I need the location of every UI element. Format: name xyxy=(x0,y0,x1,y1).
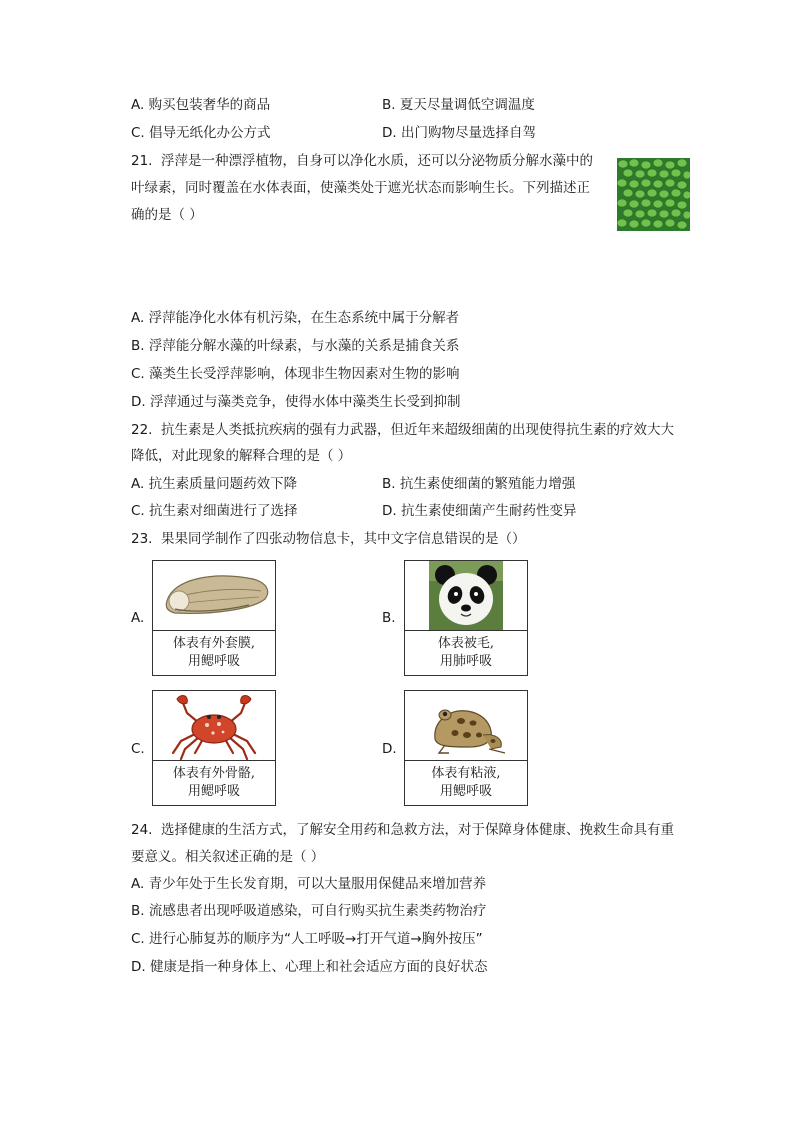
q21-number: 21. xyxy=(131,153,153,169)
q24-option-b: B. 流感患者出现呼吸道感染，可自行购买抗生素类药物治疗 xyxy=(131,903,487,919)
q24-option-c: C. 进行心肺复苏的顺序为“人工呼吸→打开气道→胸外按压” xyxy=(131,931,483,947)
q24-number: 24. xyxy=(131,822,153,838)
card-a-caption-line2: 用鳃呼吸 xyxy=(187,654,240,669)
q22-option-d: D. 抗生素使细菌产生耐药性变异 xyxy=(382,503,577,519)
q22-option-c: C. 抗生素对细菌进行了选择 xyxy=(131,503,298,519)
duckweed-icon xyxy=(617,158,690,231)
card-b-label: B. xyxy=(382,610,396,626)
q24-option-a: A. 青少年处于生长发育期，可以大量服用保健品来增加营养 xyxy=(131,876,487,892)
card-c-caption-line2: 用鳃呼吸 xyxy=(187,784,240,799)
q21-option-c: C. 藻类生长受浮萍影响，体现非生物因素对生物的影响 xyxy=(131,366,460,382)
q20-option-b: B. 夏天尽量调低空调温度 xyxy=(382,97,535,113)
q22-number: 22. xyxy=(131,422,153,438)
frog-icon xyxy=(405,691,527,760)
animal-card-d xyxy=(404,690,528,806)
card-c-caption-line1: 体表有外骨骼, xyxy=(172,766,256,781)
q24-option-d: D. 健康是指一种身体上、心理上和社会适应方面的良好状态 xyxy=(131,959,488,975)
card-d-caption-line1: 体表有粘液, xyxy=(431,766,501,781)
animal-card-c xyxy=(152,690,276,806)
q22-option-b: B. 抗生素使细菌的繁殖能力增强 xyxy=(382,476,576,492)
panda-icon xyxy=(405,561,527,630)
q21-option-a: A. 浮萍能净化水体有机污染，在生态系统中属于分解者 xyxy=(131,310,460,326)
animal-card-b xyxy=(404,560,528,676)
q21-stem-line3: 确的是（ ） xyxy=(131,207,203,223)
card-d-label: D. xyxy=(382,741,397,757)
q21-option-d: D. 浮萍通过与藻类竞争，使得水体中藻类生长受到抑制 xyxy=(131,394,461,410)
card-b-caption-line2: 用肺呼吸 xyxy=(439,654,492,669)
q20-option-a: A. 购买包装奢华的商品 xyxy=(131,97,271,113)
animal-card-a xyxy=(152,560,276,676)
q22-stem-line1: 22. 抗生素是人类抵抗疾病的强有力武器，但近年来超级细菌的出现使得抗生素的疗效大大 xyxy=(131,422,674,438)
q21-stem-line1: 21. 浮萍是一种漂浮植物，自身可以净化水质，还可以分泌物质分解水藻中的 xyxy=(131,153,593,169)
q24-stem-line2: 要意义。相关叙述正确的是（ ） xyxy=(131,849,325,865)
card-d-caption-line2: 用鳃呼吸 xyxy=(439,784,492,799)
card-a-caption-line1: 体表有外套膜, xyxy=(172,636,256,651)
q21-option-b: B. 浮萍能分解水藻的叶绿素，与水藻的关系是捕食关系 xyxy=(131,338,460,354)
clam-icon xyxy=(153,561,275,630)
card-b-caption-line1: 体表被毛, xyxy=(437,636,495,651)
q20-option-c: C. 倡导无纸化办公方式 xyxy=(131,125,271,141)
q22-option-a: A. 抗生素质量问题药效下降 xyxy=(131,476,298,492)
card-a-label: A. xyxy=(131,610,145,626)
q23-number: 23. xyxy=(131,531,153,547)
q20-option-d: D. 出门购物尽量选择自驾 xyxy=(382,125,536,141)
card-c-label: C. xyxy=(131,741,145,757)
q21-stem-line2: 叶绿素，同时覆盖在水体表面，使藻类处于遮光状态而影响生长。下列描述正 xyxy=(131,180,590,196)
crab-icon xyxy=(153,691,275,760)
q24-stem-line1: 24. 选择健康的生活方式，了解安全用药和急救方法，对于保障身体健康、挽救生命具有重 xyxy=(131,822,674,838)
q23-stem-line1: 23. 果果同学制作了四张动物信息卡，其中文字信息错误的是（） xyxy=(131,531,526,547)
q22-stem-line2: 降低，对此现象的解释合理的是（ ） xyxy=(131,448,352,464)
